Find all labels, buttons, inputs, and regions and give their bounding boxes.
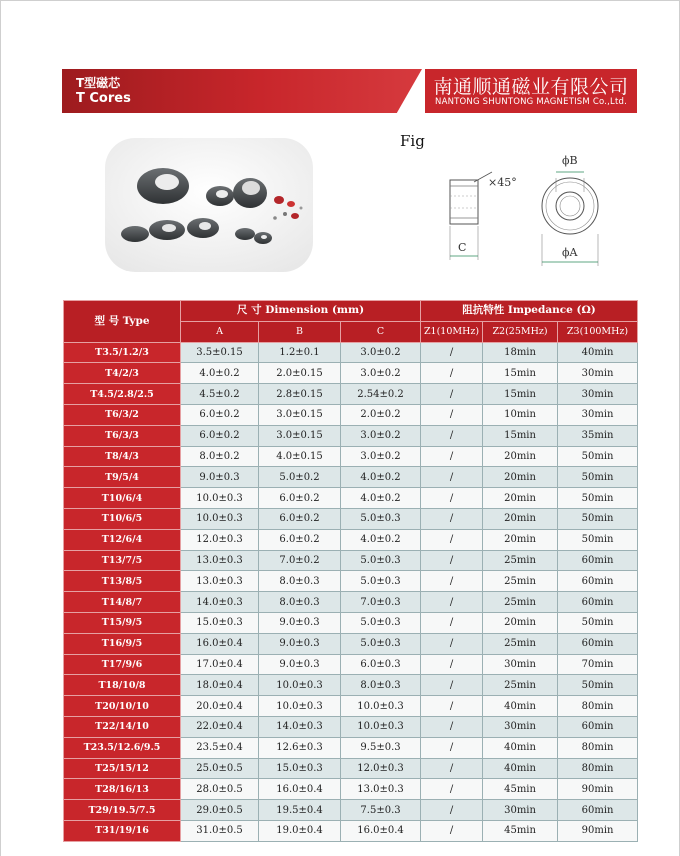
cell-c: 3.0±0.2 xyxy=(341,425,421,446)
cell-type: T29/19.5/7.5 xyxy=(64,800,181,821)
table-row xyxy=(64,467,638,488)
cell-type: T4/2/3 xyxy=(64,363,181,384)
table-row xyxy=(64,820,638,841)
cell-type: T23.5/12.6/9.5 xyxy=(64,737,181,758)
page-title-en: T Cores xyxy=(76,91,131,106)
cell-z1: / xyxy=(421,446,483,467)
cell-z3: 80min xyxy=(558,758,638,779)
dim-c-label: C xyxy=(458,241,467,254)
cell-type: T13/8/5 xyxy=(64,571,181,592)
cell-c: 3.0±0.2 xyxy=(341,446,421,467)
cell-a: 14.0±0.3 xyxy=(181,592,259,613)
cell-z1: / xyxy=(421,654,483,675)
figure-label: Fig xyxy=(400,132,425,150)
cell-b: 6.0±0.2 xyxy=(259,508,341,529)
cell-a: 18.0±0.4 xyxy=(181,675,259,696)
dimension-drawing xyxy=(430,150,610,270)
cell-z2: 45min xyxy=(483,779,558,800)
table-row xyxy=(64,425,638,446)
cell-z1: / xyxy=(421,529,483,550)
cell-z1: / xyxy=(421,675,483,696)
cell-z1: / xyxy=(421,800,483,821)
cell-z1: / xyxy=(421,363,483,384)
cell-a: 23.5±0.4 xyxy=(181,737,259,758)
cell-a: 10.0±0.3 xyxy=(181,488,259,509)
cell-z2: 40min xyxy=(483,737,558,758)
cell-z1: / xyxy=(421,571,483,592)
cell-b: 8.0±0.3 xyxy=(259,571,341,592)
cell-a: 17.0±0.4 xyxy=(181,654,259,675)
cell-z3: 60min xyxy=(558,571,638,592)
cell-z3: 60min xyxy=(558,592,638,613)
cell-c: 2.54±0.2 xyxy=(341,384,421,405)
col-z2-header: Z2(25MHz) xyxy=(483,321,558,342)
chamfer-label: ×45° xyxy=(488,176,517,189)
cell-z2: 20min xyxy=(483,529,558,550)
cell-z3: 30min xyxy=(558,404,638,425)
cell-a: 16.0±0.4 xyxy=(181,633,259,654)
table-row xyxy=(64,800,638,821)
table-row xyxy=(64,384,638,405)
dimension-header: 尺 寸 Dimension (mm) xyxy=(181,301,421,322)
cell-z3: 35min xyxy=(558,425,638,446)
cell-z3: 50min xyxy=(558,612,638,633)
cell-type: T10/6/5 xyxy=(64,508,181,529)
cell-b: 1.2±0.1 xyxy=(259,342,341,363)
cell-a: 13.0±0.3 xyxy=(181,550,259,571)
cell-a: 3.5±0.15 xyxy=(181,342,259,363)
cell-a: 4.5±0.2 xyxy=(181,384,259,405)
cell-type: T20/10/10 xyxy=(64,696,181,717)
page-title-cn: T型磁芯 xyxy=(76,76,121,90)
table-row xyxy=(64,488,638,509)
cell-z3: 50min xyxy=(558,467,638,488)
cell-z3: 90min xyxy=(558,779,638,800)
table-row xyxy=(64,592,638,613)
cell-z1: / xyxy=(421,384,483,405)
cell-z3: 60min xyxy=(558,550,638,571)
cell-z1: / xyxy=(421,820,483,841)
cell-b: 9.0±0.3 xyxy=(259,612,341,633)
cell-z2: 25min xyxy=(483,592,558,613)
cell-z1: / xyxy=(421,779,483,800)
cell-z2: 20min xyxy=(483,508,558,529)
cell-type: T3.5/1.2/3 xyxy=(64,342,181,363)
cell-c: 5.0±0.3 xyxy=(341,550,421,571)
cell-c: 5.0±0.3 xyxy=(341,633,421,654)
cell-a: 10.0±0.3 xyxy=(181,508,259,529)
cell-b: 15.0±0.3 xyxy=(259,758,341,779)
cell-a: 20.0±0.4 xyxy=(181,696,259,717)
cell-z3: 70min xyxy=(558,654,638,675)
table-row xyxy=(64,654,638,675)
type-header: 型 号 Type xyxy=(64,301,181,343)
cell-c: 5.0±0.3 xyxy=(341,508,421,529)
table-row xyxy=(64,716,638,737)
cell-b: 7.0±0.2 xyxy=(259,550,341,571)
cell-b: 19.0±0.4 xyxy=(259,820,341,841)
cell-z2: 25min xyxy=(483,633,558,654)
table-row xyxy=(64,696,638,717)
cell-type: T8/4/3 xyxy=(64,446,181,467)
cell-a: 8.0±0.2 xyxy=(181,446,259,467)
col-z3-header: Z3(100MHz) xyxy=(558,321,638,342)
cell-b: 2.8±0.15 xyxy=(259,384,341,405)
cell-b: 14.0±0.3 xyxy=(259,716,341,737)
cell-z1: / xyxy=(421,737,483,758)
cell-b: 5.0±0.2 xyxy=(259,467,341,488)
spec-table-body xyxy=(64,342,638,841)
cell-c: 5.0±0.3 xyxy=(341,612,421,633)
cell-z1: / xyxy=(421,467,483,488)
table-row xyxy=(64,571,638,592)
cell-b: 19.5±0.4 xyxy=(259,800,341,821)
cell-z3: 40min xyxy=(558,342,638,363)
cell-z3: 50min xyxy=(558,488,638,509)
table-row xyxy=(64,758,638,779)
cell-type: T17/9/6 xyxy=(64,654,181,675)
cell-b: 8.0±0.3 xyxy=(259,592,341,613)
cell-c: 5.0±0.3 xyxy=(341,571,421,592)
cell-a: 15.0±0.3 xyxy=(181,612,259,633)
cell-z2: 20min xyxy=(483,488,558,509)
cell-z2: 20min xyxy=(483,446,558,467)
cell-z1: / xyxy=(421,550,483,571)
cell-z3: 60min xyxy=(558,800,638,821)
cell-b: 16.0±0.4 xyxy=(259,779,341,800)
cell-c: 3.0±0.2 xyxy=(341,363,421,384)
cell-z2: 30min xyxy=(483,654,558,675)
dim-b-label: ϕB xyxy=(562,154,578,167)
dim-a-label: ϕA xyxy=(562,246,578,259)
cell-c: 8.0±0.3 xyxy=(341,675,421,696)
cell-z3: 30min xyxy=(558,363,638,384)
cell-b: 10.0±0.3 xyxy=(259,675,341,696)
cell-z3: 60min xyxy=(558,716,638,737)
cell-type: T4.5/2.8/2.5 xyxy=(64,384,181,405)
cell-type: T10/6/4 xyxy=(64,488,181,509)
cell-type: T6/3/3 xyxy=(64,425,181,446)
cell-z2: 30min xyxy=(483,800,558,821)
product-photo xyxy=(105,138,313,272)
table-row xyxy=(64,633,638,654)
company-name-en: NANTONG SHUNTONG MAGNETISM Co.,Ltd. xyxy=(435,97,627,107)
table-row xyxy=(64,508,638,529)
cell-z1: / xyxy=(421,612,483,633)
cell-c: 4.0±0.2 xyxy=(341,529,421,550)
cell-b: 10.0±0.3 xyxy=(259,696,341,717)
cell-a: 9.0±0.3 xyxy=(181,467,259,488)
cell-z2: 40min xyxy=(483,696,558,717)
cell-a: 13.0±0.3 xyxy=(181,571,259,592)
cell-b: 9.0±0.3 xyxy=(259,633,341,654)
cell-z3: 50min xyxy=(558,529,638,550)
cell-type: T25/15/12 xyxy=(64,758,181,779)
cell-a: 25.0±0.5 xyxy=(181,758,259,779)
cell-type: T13/7/5 xyxy=(64,550,181,571)
cell-a: 4.0±0.2 xyxy=(181,363,259,384)
spec-table xyxy=(63,300,638,842)
cell-z1: / xyxy=(421,716,483,737)
cell-c: 3.0±0.2 xyxy=(341,342,421,363)
cell-z3: 60min xyxy=(558,633,638,654)
col-a-header: A xyxy=(181,321,259,342)
cell-c: 9.5±0.3 xyxy=(341,737,421,758)
cell-a: 22.0±0.4 xyxy=(181,716,259,737)
table-row xyxy=(64,550,638,571)
cell-type: T15/9/5 xyxy=(64,612,181,633)
table-row xyxy=(64,404,638,425)
cell-z2: 45min xyxy=(483,820,558,841)
cell-c: 10.0±0.3 xyxy=(341,716,421,737)
cell-c: 12.0±0.3 xyxy=(341,758,421,779)
page-left-border xyxy=(0,0,1,856)
cell-z3: 80min xyxy=(558,696,638,717)
cell-b: 6.0±0.2 xyxy=(259,529,341,550)
cell-type: T18/10/8 xyxy=(64,675,181,696)
cell-type: T16/9/5 xyxy=(64,633,181,654)
cell-z3: 50min xyxy=(558,446,638,467)
cell-b: 3.0±0.15 xyxy=(259,425,341,446)
cell-c: 13.0±0.3 xyxy=(341,779,421,800)
cell-z1: / xyxy=(421,508,483,529)
cell-z1: / xyxy=(421,592,483,613)
cell-b: 12.6±0.3 xyxy=(259,737,341,758)
col-z1-header: Z1(10MHz) xyxy=(421,321,483,342)
cell-type: T6/3/2 xyxy=(64,404,181,425)
cell-z3: 90min xyxy=(558,820,638,841)
company-name-cn: 南通顺通磁业有限公司 xyxy=(433,76,629,98)
col-c-header: C xyxy=(341,321,421,342)
col-b-header: B xyxy=(259,321,341,342)
cell-type: T12/6/4 xyxy=(64,529,181,550)
cell-type: T9/5/4 xyxy=(64,467,181,488)
cell-z2: 25min xyxy=(483,675,558,696)
cell-c: 6.0±0.3 xyxy=(341,654,421,675)
cell-z2: 15min xyxy=(483,363,558,384)
cell-z2: 18min xyxy=(483,342,558,363)
cell-z2: 25min xyxy=(483,550,558,571)
cell-z3: 30min xyxy=(558,384,638,405)
cell-z3: 50min xyxy=(558,508,638,529)
table-row xyxy=(64,675,638,696)
cell-a: 31.0±0.5 xyxy=(181,820,259,841)
table-row xyxy=(64,446,638,467)
cell-z3: 50min xyxy=(558,675,638,696)
table-row xyxy=(64,737,638,758)
cell-c: 7.0±0.3 xyxy=(341,592,421,613)
cell-c: 16.0±0.4 xyxy=(341,820,421,841)
cell-type: T14/8/7 xyxy=(64,592,181,613)
table-row xyxy=(64,529,638,550)
cell-b: 2.0±0.15 xyxy=(259,363,341,384)
cell-b: 9.0±0.3 xyxy=(259,654,341,675)
table-row xyxy=(64,779,638,800)
impedance-header: 阻抗特性 Impedance (Ω) xyxy=(421,301,638,322)
cell-z1: / xyxy=(421,342,483,363)
cell-z1: / xyxy=(421,758,483,779)
cell-c: 10.0±0.3 xyxy=(341,696,421,717)
cell-z3: 80min xyxy=(558,737,638,758)
cell-z2: 15min xyxy=(483,425,558,446)
cell-c: 2.0±0.2 xyxy=(341,404,421,425)
cell-z1: / xyxy=(421,696,483,717)
cell-z2: 20min xyxy=(483,612,558,633)
cell-b: 6.0±0.2 xyxy=(259,488,341,509)
cell-z1: / xyxy=(421,404,483,425)
cell-c: 4.0±0.2 xyxy=(341,488,421,509)
cell-a: 29.0±0.5 xyxy=(181,800,259,821)
cell-type: T31/19/16 xyxy=(64,820,181,841)
cell-type: T22/14/10 xyxy=(64,716,181,737)
page-top-border xyxy=(0,0,680,1)
cell-z1: / xyxy=(421,633,483,654)
table-row xyxy=(64,612,638,633)
table-row xyxy=(64,363,638,384)
cell-z1: / xyxy=(421,488,483,509)
cell-z2: 10min xyxy=(483,404,558,425)
table-row xyxy=(64,342,638,363)
cell-type: T28/16/13 xyxy=(64,779,181,800)
cell-z2: 15min xyxy=(483,384,558,405)
cell-a: 6.0±0.2 xyxy=(181,404,259,425)
cell-a: 28.0±0.5 xyxy=(181,779,259,800)
cell-c: 4.0±0.2 xyxy=(341,467,421,488)
cell-z2: 30min xyxy=(483,716,558,737)
cell-c: 7.5±0.3 xyxy=(341,800,421,821)
cell-z2: 25min xyxy=(483,571,558,592)
cell-z2: 40min xyxy=(483,758,558,779)
cell-b: 4.0±0.15 xyxy=(259,446,341,467)
cell-z1: / xyxy=(421,425,483,446)
cell-b: 3.0±0.15 xyxy=(259,404,341,425)
cell-a: 12.0±0.3 xyxy=(181,529,259,550)
cell-z2: 20min xyxy=(483,467,558,488)
cell-a: 6.0±0.2 xyxy=(181,425,259,446)
